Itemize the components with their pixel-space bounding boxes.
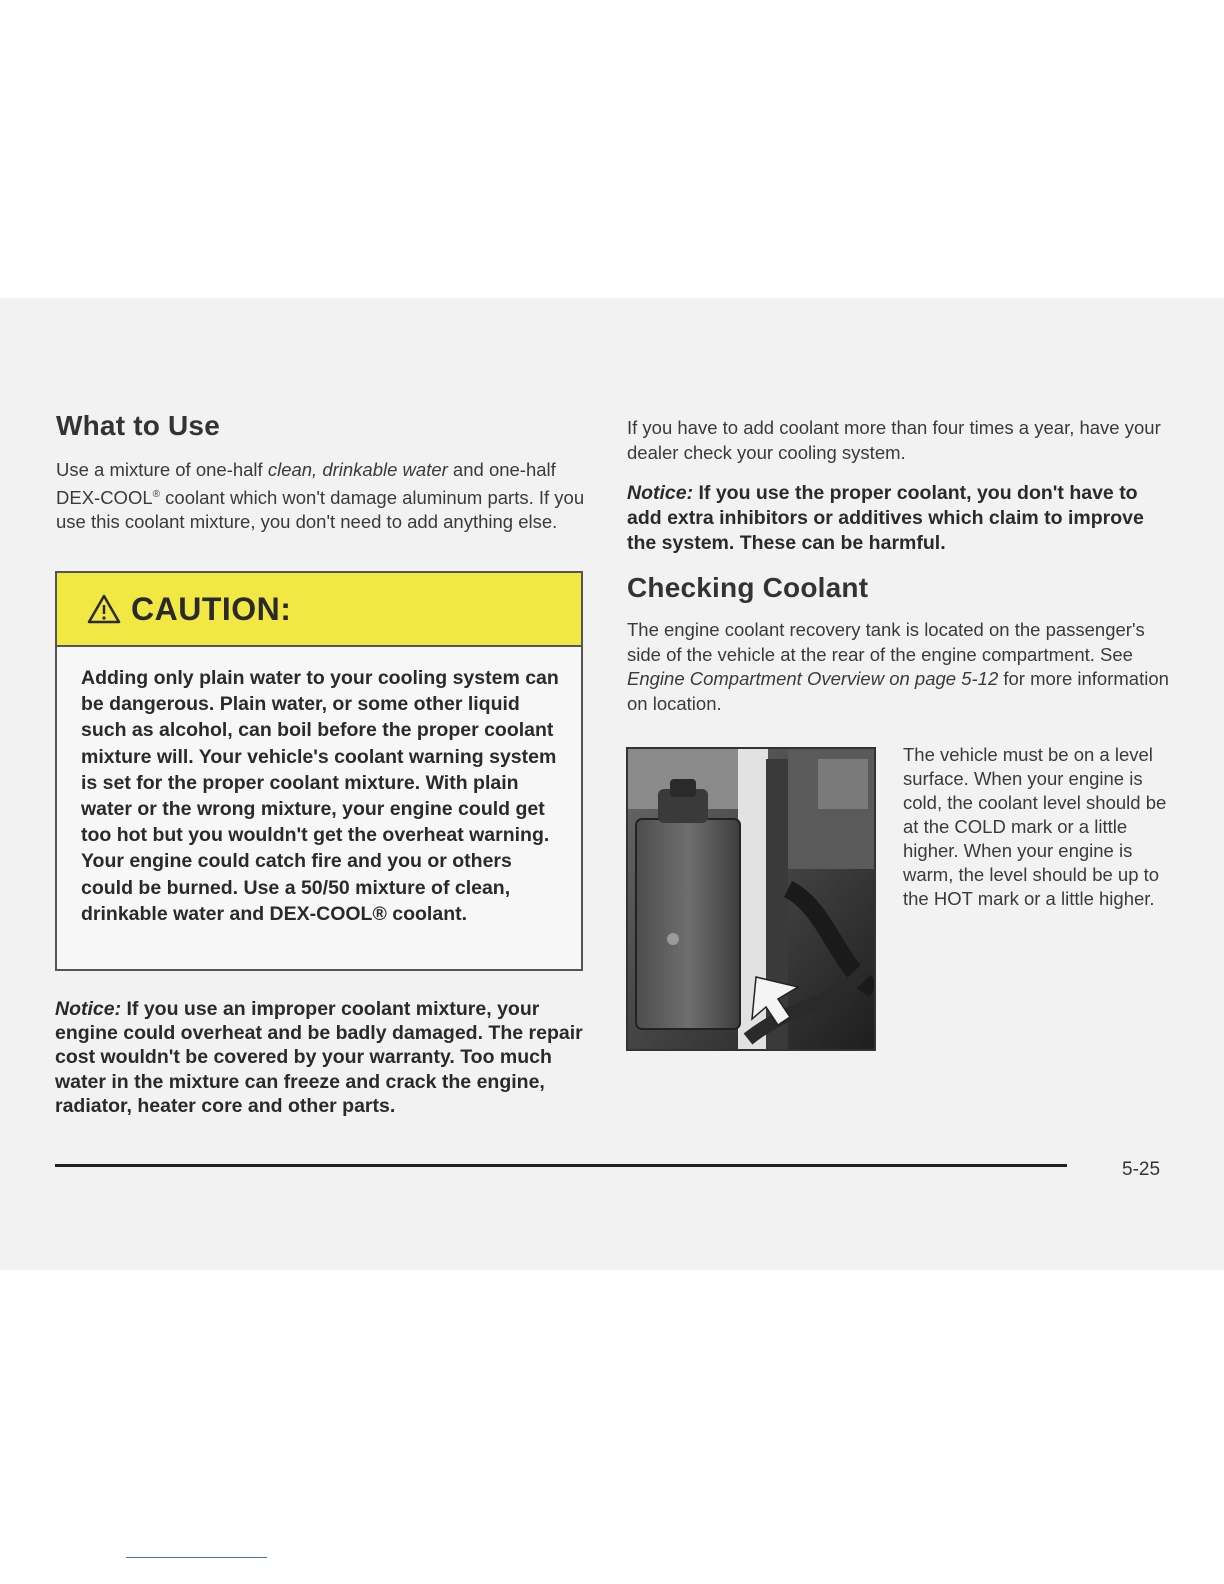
caution-header — [57, 573, 581, 647]
warning-triangle-icon — [87, 593, 121, 625]
notice-improper-coolant — [55, 997, 585, 1118]
footer-rule — [55, 1164, 1067, 1167]
page-number: 5-25 — [1122, 1159, 1161, 1180]
coolant-level-text: The vehicle must be on a level surface. When your engine is cold, the coolant level should be at the COLD mark or a little higher. When your engine is warm, the level should be up to the HOT mark or a little higher. — [903, 744, 1167, 909]
notice-label: Notice: — [627, 482, 694, 504]
checking-coolant-heading: Checking Coolant — [627, 572, 869, 603]
notice-text: If you use an improper coolant mixture, your engine could overheat and be badly damaged. The repair cost wouldn't be covered by your warranty. Too much water in the mixture can freeze and crack the engine, radiator, heater core and other parts. — [55, 998, 583, 1117]
what-text-part: coolant which won't damage aluminum parts. If you use this coolant mixture, you don't need to add anything else. — [56, 486, 585, 533]
notice-label: Notice: — [55, 998, 122, 1020]
what-text-part: and one-half DEX-COOL — [56, 459, 556, 508]
checking-coolant-text — [627, 618, 1172, 716]
what-to-use-text — [56, 458, 586, 535]
notice-proper-coolant — [627, 481, 1172, 556]
caution-text: Adding only plain water to your cooling system can be dangerous. Plain water, or some other liquid such as alcohol, can boil before the proper coolant mixture will. Your vehicle's coolant warning system is set for the proper coolant mixture. With plain water or the wrong mixture, your engine could get too hot but you wouldn't get the overheat warning. Your engine could catch fire and you or others could be burned. Use a 50/50 mixture of clean, drinkable water and DEX-COOL® coolant. — [81, 667, 559, 925]
engine-compartment-illustration — [628, 749, 874, 1049]
checking-text-part: The engine coolant recovery tank is located on the passenger's side of the vehicle at the rear of the engine compartment. See — [627, 619, 1145, 665]
what-to-use-heading: What to Use — [56, 410, 220, 441]
right-column — [627, 416, 1172, 716]
registered-mark: ® — [152, 488, 161, 500]
caution-box — [55, 571, 583, 971]
add-coolant-text: If you have to add coolant more than four times a year, have your dealer check your cooling system. — [627, 417, 1161, 463]
notice-text: If you use the proper coolant, you don't have to add extra inhibitors or additives which claim to improve the system. These can be harmful. — [627, 482, 1144, 554]
checking-text-part: for more information on location. — [627, 668, 1169, 714]
what-text-part: Use a mixture of one-half — [56, 459, 268, 480]
caution-title: CAUTION: — [131, 590, 292, 627]
bottom-link-underline — [126, 1557, 267, 1558]
what-text-italic: clean, drinkable water — [267, 459, 448, 480]
left-column — [56, 410, 586, 535]
engine-compartment-reference: Engine Compartment Overview on page 5-12 — [627, 668, 999, 689]
coolant-tank-photo — [626, 747, 876, 1051]
